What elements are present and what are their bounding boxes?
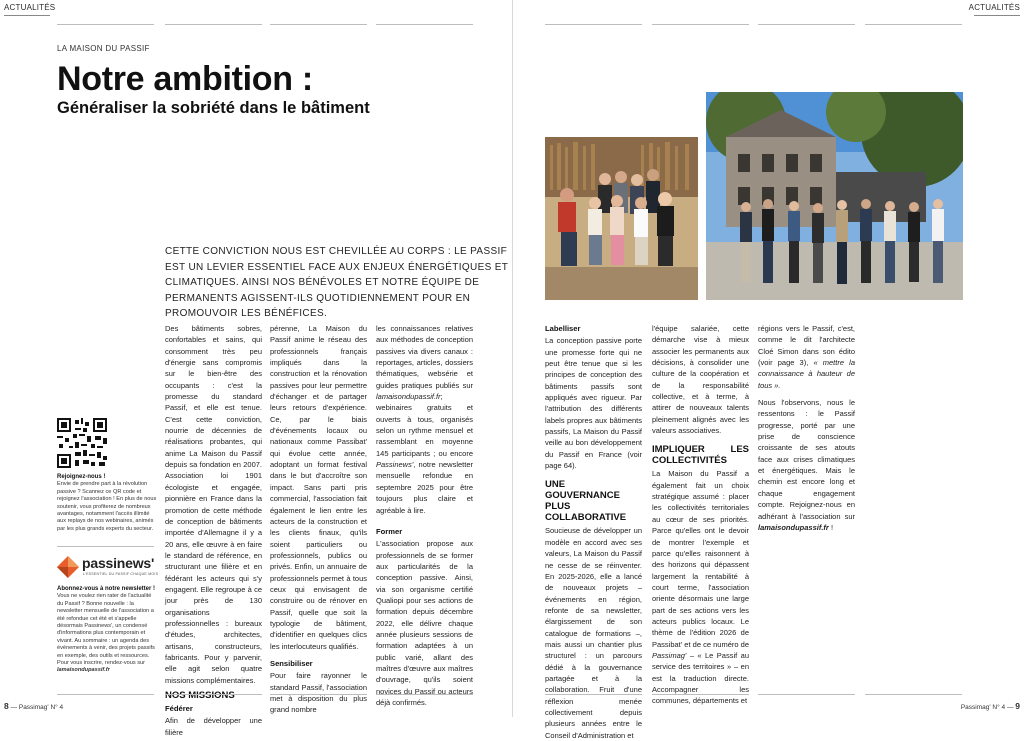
top-rule bbox=[974, 15, 1020, 16]
bottom-rule bbox=[270, 694, 367, 695]
folio-left-text: — Passimag' N° 4 bbox=[10, 704, 64, 711]
col4-paragraph: La conception passive porte une promesse forte qui ne peut être tenue que si les principes de conception des bâtiments passifs sont appliqués avec rigueur. Par l'attribution des différents labels propres aux bâtiments passifs, La Maison du Passif veille au bon développement du Passif en France (voir page 64). bbox=[545, 336, 642, 471]
page-title: Notre ambition : bbox=[57, 60, 313, 98]
newsletter-box bbox=[57, 586, 157, 675]
join-text: Envie de prendre part à la révolution passive ? Scannez ce QR code et rejoignez l'association ! En plus de nous soutenir, vous profiterez de nombreux avantages, notamment l'accès illimité aux replays de nos webinaires, animés par les plus grands experts du secteur. bbox=[57, 481, 157, 532]
col3-paragraph bbox=[376, 323, 473, 516]
bottom-rule bbox=[57, 694, 154, 695]
column-rule bbox=[270, 24, 367, 25]
section-label-right: ACTUALITÉS bbox=[968, 3, 1020, 12]
column-rule bbox=[652, 24, 749, 25]
body-column-1 bbox=[165, 323, 262, 738]
col6-paragraph bbox=[758, 323, 855, 391]
body-column-4 bbox=[545, 323, 642, 741]
bottom-rule bbox=[165, 694, 262, 695]
column-rule bbox=[865, 24, 962, 25]
newsletter-title: Abonnez-vous à notre newsletter ! bbox=[57, 586, 156, 592]
column-rule bbox=[57, 24, 154, 25]
bottom-rule bbox=[376, 694, 473, 695]
join-title: Rejoignez-nous ! bbox=[57, 474, 106, 480]
column-rule bbox=[376, 24, 473, 25]
col6-paragraph-2 bbox=[758, 397, 855, 533]
group-photo bbox=[706, 92, 963, 300]
newsletter-text: Vous ne voulez rien rater de l'actualité du Passif ? Bonne nouvelle : la newsletter mensuelle de l'association a été refondue cet été et s'appelle désormais Passinews', un condensé d'informations plus contemporain et vivant. Au sommaire : un agenda des événements à venir, des projets passifs en exemple, des outils et ressources. Pour vous inscrire, rendez-vous sur bbox=[57, 593, 155, 667]
column-rule bbox=[758, 24, 855, 25]
heading-former: Former bbox=[376, 526, 403, 536]
qr-code[interactable] bbox=[57, 418, 107, 468]
heading-collectivites: IMPLIQUER LES COLLECTIVITÉS bbox=[652, 444, 749, 467]
body-column-3 bbox=[376, 323, 473, 708]
top-rule bbox=[4, 15, 50, 16]
passinews-tagline: L'ESSENTIEL DU PASSIF CHAQUE MOIS bbox=[83, 572, 159, 576]
join-box bbox=[57, 474, 157, 533]
newsletter-link[interactable]: lamaisondupassif.fr bbox=[57, 667, 110, 674]
page-subtitle: Généraliser la sobriété dans le bâtiment bbox=[57, 99, 370, 117]
folio-left bbox=[4, 701, 63, 711]
kicker: LA MAISON DU PASSIF bbox=[57, 44, 150, 53]
page-gutter bbox=[512, 0, 513, 717]
passinews-diamond-icon bbox=[57, 556, 79, 578]
column-rule bbox=[545, 24, 642, 25]
folio-right-text: Passimag' N° 4 — bbox=[960, 704, 1014, 711]
col5-paragraph-2 bbox=[652, 468, 749, 706]
col6-text-a: régions vers le Passif, c'est, comme le dit l'architecte Cloé Simon dans son édito (voir page 3), bbox=[758, 324, 855, 368]
body-column-2 bbox=[270, 323, 367, 716]
bottom-rule bbox=[545, 694, 642, 695]
col3-text-a: les connaissances relatives aux méthodes de conception passives via divers canaux : reportages, articles, dossiers thématiques, websérie et guides pratiques publiés sur bbox=[376, 324, 473, 390]
heading-gouvernance: UNE GOUVERNANCE PLUS COLLABORATIVE bbox=[545, 479, 627, 524]
col5-paragraph: l'équipe salariée, cette démarche vise à mieux associer les permanents aux décisions, à consolider une culture de la coopération et de la responsabilité collective, et à terme, à attirer de nouveaux talents pleinement alignés avec les valeurs associatives. bbox=[652, 324, 749, 436]
page-number-left: 8 bbox=[4, 701, 9, 711]
heading-sensibiliser: Sensibiliser bbox=[270, 658, 313, 668]
col1-paragraph-2: Afin de développer une filière bbox=[165, 716, 262, 737]
folio-right bbox=[961, 701, 1020, 711]
column-rule bbox=[165, 24, 262, 25]
col3-paragraph-2: L'association propose aux professionnels de se former aux particularités de la conception passive. Ainsi, via son organisme certifié Qualiopi pour ses actions de formation depuis décembre 2022, elle délivre chaque année plusieurs sessions de formation adaptées à un public varié, allant des maîtres d'œuvre aux maîtres d'ouvrage, qu'ils soient novices du Passif ou acteurs déjà confirmés. bbox=[376, 539, 473, 707]
col5-text-b: – « Le Passif au service des territoires » – en est la traduction directe. Accompagner les communes, départements et bbox=[652, 650, 749, 706]
sidebar-rule bbox=[57, 546, 154, 547]
passinews-brand: passinews' bbox=[82, 555, 155, 571]
passinews-logo bbox=[57, 554, 157, 580]
col3-link[interactable]: lamaisondupassif.fr bbox=[376, 392, 441, 402]
col5-text-a: La Maison du Passif a également fait un choix stratégique assumé : placer les collectivités territoriales au cœur de ses priorités. Parce qu'elles ont le devoir de montrer l'exemple et parce qu'elles raisonnent à des horizons qui dépassent largement la rentabilité à court terme, l'association oriente désormais une large part de ses actions vers les acteurs publics locaux. Le thème de l'édition 2026 de Passibat' et de ce numéro de bbox=[652, 469, 749, 649]
body-column-5 bbox=[652, 323, 749, 707]
col4-paragraph-2: Soucieuse de développer un modèle en accord avec ses valeurs, La Maison du Passif ne cesse de se réinventer. En 2025-2026, elle a lancé de nouveaux projets – événements en région, refonte de sa newsletter, élargissement de son catalogue de formations –, mais aussi un chantier plus structurel : un parcours dédié à la gouvernance partagée et à la collaboration. Fruit d'une réflexion menée collectivement depuis plusieurs années entre le Conseil d'Administration et bbox=[545, 526, 642, 740]
col2-paragraph: pérenne, La Maison du Passif anime le réseau des professionnels français impliqués dans la construction et la rénovation passives pour leur permettre d'échanger et de partager leurs retours d'expérience. Ce, par le biais d'événements locaux ou nationaux comme Passibat' qui évolue cette année, adoptant un format festival dans le but d'accroître son impact. Sans parti pris commercial, l'association fait également le lien entre les acteurs de la construction et les clients finaux, qu'ils soient particuliers ou professionnels, publics ou privés. Enfin, un annuaire de professionnels permet à tous ceux qui envisagent de construire ou de rénover en Passif, quelle que soit la typologie de bâtiment, d'identifier en quelques clics les interlocuteurs qualifiés. bbox=[270, 324, 367, 651]
body-column-6 bbox=[758, 323, 855, 533]
col3-text-c: , notre newsletter mensuelle refondue en septembre 2025 pour être toujours plus claire et agréable à lire. bbox=[376, 460, 473, 515]
col3-emphasis: Passinews' bbox=[376, 460, 414, 470]
col1-paragraph: Des bâtiments sobres, confortables et sains, qui consomment très peu d'énergie sans compromis sur le bien-être des occupants : c'est la promesse du standard Passif, et elle est tenue. C'est cette conviction, nourrie de décennies de réalisations probantes, qui anime La Maison du Passif depuis sa fondation en 2007. Association loi 1901 écologiste et engagée, pionnière en France dans la promotion de cette méthode de conception de bâtiments importée d'Allemagne il y a 20 ans, elle œuvre à en faire le standard de référence, en structurant une filière et en fédérant les acteurs qui s'y engagent. Elle regroupe à ce jour près de 130 organisations professionnelles : bureaux d'études, architectes, artisans, constructeurs, fabricants. Pour y parvenir, elle agit selon quatre missions complémentaires. bbox=[165, 324, 262, 685]
heading-labelliser: Labelliser bbox=[545, 324, 581, 333]
heading-missions: NOS MISSIONS bbox=[165, 690, 235, 701]
team-photo bbox=[545, 137, 698, 300]
bottom-rule bbox=[652, 694, 749, 695]
col2-paragraph-2: Pour faire rayonner le standard Passif, l'association met à disposition du plus grand nombre bbox=[270, 671, 367, 715]
col6-link[interactable]: lamaisondupassif.fr bbox=[758, 522, 829, 532]
section-label-left: ACTUALITÉS bbox=[4, 3, 56, 12]
col6-quote: « mettre la connaissance à hauteur de tous ». bbox=[758, 358, 855, 390]
col6-text-c: ! bbox=[830, 522, 834, 532]
page-number-right: 9 bbox=[1015, 701, 1020, 711]
col3-text-b: ; webinaires gratuits et ouverts à tous, organisés selon un rythme mensuel et rassemblant en moyenne 145 participants ; ou encore bbox=[376, 392, 473, 458]
heading-federer: Fédérer bbox=[165, 704, 193, 713]
bottom-rule bbox=[865, 694, 962, 695]
lead-paragraph: CETTE CONVICTION NOUS EST CHEVILLÉE AU CORPS : LE PASSIF EST UN LEVIER ESSENTIEL FACE AUX ENJEUX ÉNERGÉTIQUES ET CLIMATIQUES. AINSI NOS BÉNÉVOLES ET NOTRE ÉQUIPE DE PERMANENTS AGISSENT-ILS QUOTIDIENNEMENT POUR EN PROMOUVOIR LES BÉNÉFICES. bbox=[165, 246, 509, 320]
col5-emphasis: Passimag' bbox=[652, 650, 687, 660]
bottom-rule bbox=[758, 694, 855, 695]
col6-text-b: Nous l'observons, nous le ressentons : le Passif progresse, porté par une prise de conscience croissante de ses atouts face aux crises climatiques et énergétiques. Mais le chemin est encore long et chaque engagement compte. Rejoignez-nous en adhérant à l'association sur bbox=[758, 398, 855, 521]
